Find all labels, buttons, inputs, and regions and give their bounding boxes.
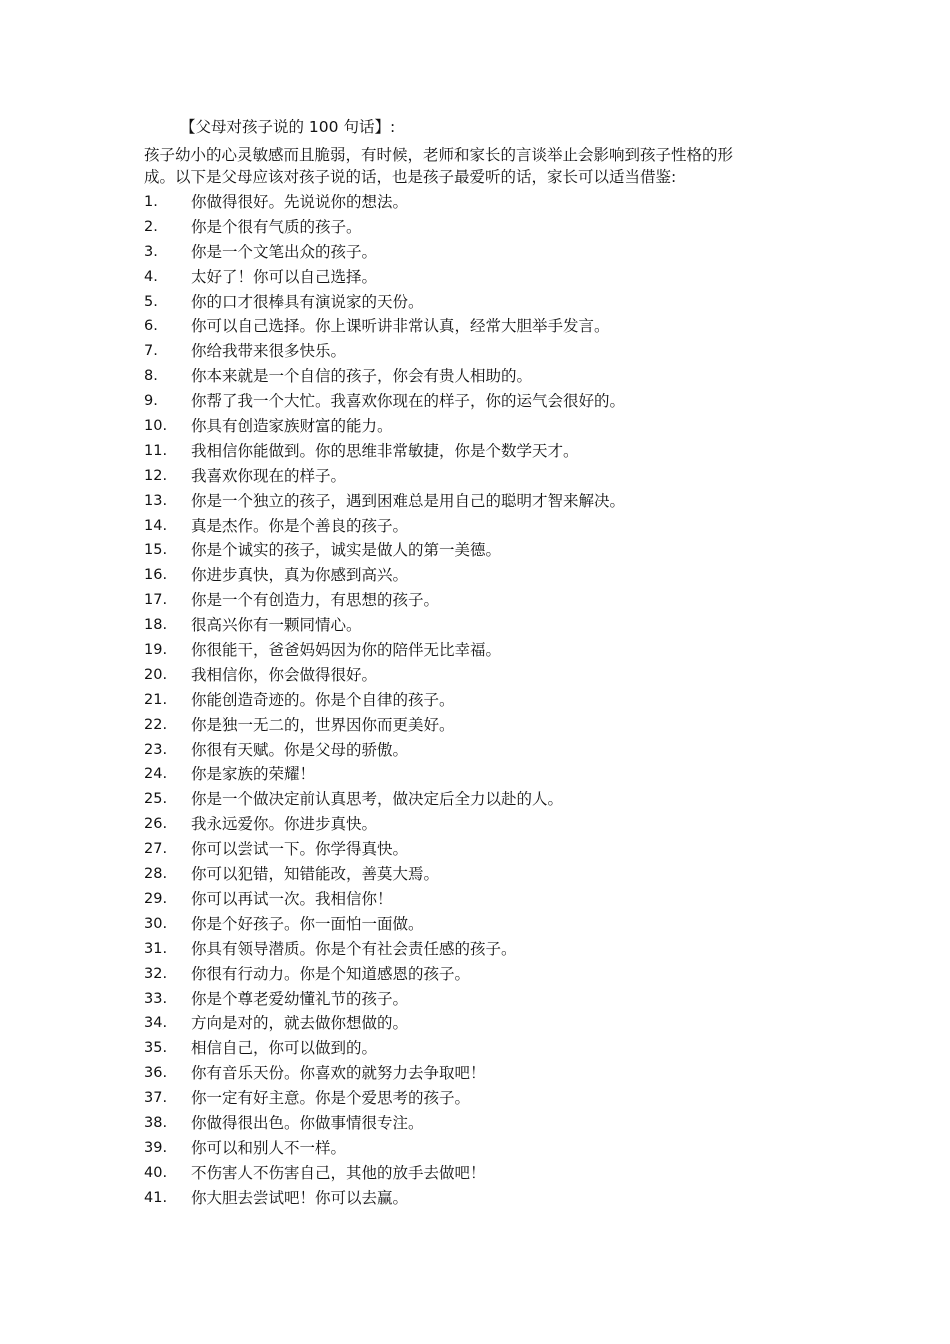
- list-item-number: 25.: [144, 791, 168, 808]
- list-item-text: 你是一个文笔出众的孩子。: [191, 242, 378, 261]
- list-item-text: 我相信你能做到。你的思维非常敏捷，你是个数学天才。: [191, 441, 579, 460]
- list-item: [144, 489, 804, 514]
- intro-line-1: 孩子幼小的心灵敏感而且脆弱，有时候，老师和家长的言谈举止会影响到孩子性格的形: [144, 146, 734, 164]
- list-item: [144, 464, 804, 489]
- list-item-text: 你很有天赋。你是父母的骄傲。: [191, 740, 409, 759]
- list-item: [144, 1136, 804, 1161]
- list-item-number: 20.: [144, 666, 168, 683]
- list-item: [144, 389, 804, 414]
- list-item: [144, 962, 804, 987]
- list-item-number: 36.: [144, 1065, 168, 1082]
- list-item: [144, 887, 804, 912]
- list-item: [144, 215, 804, 240]
- list-item-text: 你做得很出色。你做事情很专注。: [191, 1113, 424, 1132]
- list-item-number: 22.: [144, 716, 168, 733]
- list-item-text: 你是一个有创造力，有思想的孩子。: [191, 591, 440, 610]
- list-item-text: 你是一个做决定前认真思考，做决定后全力以赴的人。: [191, 790, 564, 809]
- list-item-number: 5.: [144, 293, 158, 310]
- list-item-number: 14.: [144, 517, 168, 534]
- list-item-number: 18.: [144, 617, 168, 634]
- list-item-text: 你可以再试一次。我相信你！: [191, 889, 393, 908]
- list-item-text: 你一定有好主意。你是个爱思考的孩子。: [191, 1089, 471, 1108]
- list-item-text: 你是个尊老爱幼懂礼节的孩子。: [191, 989, 409, 1008]
- document-body: [144, 116, 804, 1211]
- list-item: [144, 514, 804, 539]
- list-item-number: 4.: [144, 268, 158, 285]
- list-item-text: 真是杰作。你是个善良的孩子。: [191, 516, 409, 535]
- list-item-number: 33.: [144, 990, 168, 1007]
- list-item-number: 11.: [144, 442, 168, 459]
- list-item-number: 3.: [144, 243, 158, 260]
- list-item: [144, 563, 804, 588]
- list-item: [144, 538, 804, 563]
- list-item-text: 你可以和别人不一样。: [191, 1138, 347, 1157]
- list-item: [144, 364, 804, 389]
- list-item-text: 你帮了我一个大忙。我喜欢你现在的样子，你的运气会很好的。: [191, 392, 626, 411]
- list-item-number: 1.: [144, 194, 158, 210]
- list-item: [144, 1061, 804, 1086]
- list-item: [144, 912, 804, 937]
- list-item: [144, 414, 804, 439]
- list-item: [144, 663, 804, 688]
- list-item-number: 17.: [144, 592, 168, 609]
- list-item-text: 你做得很好。先说说你的想法。: [191, 193, 409, 211]
- list-item: [144, 1161, 804, 1186]
- list-item-number: 35.: [144, 1040, 168, 1057]
- list-item: [144, 812, 804, 837]
- list-item: [144, 1111, 804, 1136]
- list-item-text: 你可以自己选择。你上课听讲非常认真，经常大胆举手发言。: [191, 317, 610, 336]
- list-item-number: 30.: [144, 915, 168, 932]
- list-item-text: 你是个诚实的孩子，诚实是做人的第一美德。: [191, 541, 502, 560]
- list-item-text: 方向是对的，就去做你想做的。: [191, 1014, 409, 1033]
- list-item-number: 40.: [144, 1164, 168, 1181]
- list-item: [144, 837, 804, 862]
- list-item: [144, 713, 804, 738]
- list-item-text: 我永远爱你。你进步真快。: [191, 815, 378, 834]
- list-item-number: 24.: [144, 766, 168, 783]
- list-item-text: 你的口才很棒具有演说家的天份。: [191, 292, 424, 311]
- list-item-number: 28.: [144, 866, 168, 883]
- list-item: [144, 1186, 804, 1211]
- list-item-number: 8.: [144, 368, 158, 385]
- list-item-number: 2.: [144, 218, 158, 235]
- list-item: [144, 439, 804, 464]
- list-item-text: 你给我带来很多快乐。: [191, 342, 347, 361]
- list-item-number: 16.: [144, 567, 168, 584]
- list-item-text: 很高兴你有一颗同情心。: [191, 616, 362, 635]
- list-item-text: 你可以尝试一下。你学得真快。: [191, 840, 409, 859]
- list-item-number: 12.: [144, 467, 168, 484]
- list-item: [144, 1036, 804, 1061]
- list-item-number: 13.: [144, 492, 168, 509]
- list-item-number: 15.: [144, 542, 168, 559]
- list-item-number: 7.: [144, 343, 158, 360]
- list-item-text: 你很有行动力。你是个知道感恩的孩子。: [191, 964, 471, 983]
- list-item: [144, 290, 804, 315]
- list-item-number: 10.: [144, 418, 168, 435]
- list-item-text: 我喜欢你现在的样子。: [191, 466, 347, 485]
- list-item-number: 38.: [144, 1114, 168, 1131]
- list-item: [144, 762, 804, 787]
- list-item-text: 你是个好孩子。你一面怕一面做。: [191, 914, 424, 933]
- list-item-number: 9.: [144, 393, 158, 410]
- list-item-text: 你具有创造家族财富的能力。: [191, 417, 393, 436]
- list-item-text: 你有音乐天份。你喜欢的就努力去争取吧！: [191, 1064, 486, 1083]
- list-item-text: 你具有领导潜质。你是个有社会责任感的孩子。: [191, 939, 517, 958]
- list-item-number: 29.: [144, 890, 168, 907]
- list-item: [144, 190, 804, 215]
- list-item-text: 你是独一无二的，世界因你而更美好。: [191, 715, 455, 734]
- list-item-number: 34.: [144, 1015, 168, 1032]
- list-item-text: 你是个很有气质的孩子。: [191, 217, 362, 236]
- numbered-list: [144, 190, 804, 1211]
- list-item-number: 37.: [144, 1090, 168, 1107]
- list-item-text: 你很能干，爸爸妈妈因为你的陪伴无比幸福。: [191, 641, 502, 660]
- document-title: 【父母对孩子说的 100 句话】:: [180, 118, 396, 136]
- list-item: [144, 339, 804, 364]
- list-item: [144, 787, 804, 812]
- list-item: [144, 265, 804, 290]
- list-item-text: 相信自己，你可以做到的。: [191, 1039, 378, 1058]
- list-item: [144, 862, 804, 887]
- list-item-text: 你能创造奇迹的。你是个自律的孩子。: [191, 690, 455, 709]
- list-item-text: 你是一个独立的孩子，遇到困难总是用自己的聪明才智来解决。: [191, 491, 626, 510]
- list-item-number: 6.: [144, 318, 158, 335]
- list-item: [144, 1011, 804, 1036]
- list-item: [144, 688, 804, 713]
- list-item-number: 26.: [144, 816, 168, 833]
- list-item: [144, 638, 804, 663]
- list-item-text: 我相信你，你会做得很好。: [191, 665, 378, 684]
- list-item-number: 31.: [144, 940, 168, 957]
- list-item-number: 23.: [144, 741, 168, 758]
- list-item: [144, 314, 804, 339]
- list-item: [144, 738, 804, 763]
- list-item-number: 19.: [144, 642, 168, 659]
- list-item: [144, 987, 804, 1012]
- list-item-text: 你大胆去尝试吧！你可以去赢。: [191, 1188, 409, 1207]
- list-item: [144, 937, 804, 962]
- list-item-text: 你是家族的荣耀！: [191, 765, 316, 784]
- list-item-text: 你本来就是一个自信的孩子，你会有贵人相助的。: [191, 367, 533, 386]
- list-item: [144, 240, 804, 265]
- list-item-number: 27.: [144, 841, 168, 858]
- list-item-text: 太好了！你可以自己选择。: [191, 267, 378, 286]
- list-item: [144, 588, 804, 613]
- list-item-text: 不伤害人不伤害自己，其他的放手去做吧！: [191, 1163, 486, 1182]
- list-item: [144, 613, 804, 638]
- list-item-text: 你可以犯错，知错能改，善莫大焉。: [191, 865, 440, 884]
- list-item: [144, 1086, 804, 1111]
- list-item-number: 32.: [144, 965, 168, 982]
- list-item-number: 21.: [144, 691, 168, 708]
- intro-line-2: 成。以下是父母应该对孩子说的话，也是孩子最爱听的话，家长可以适当借鉴:: [144, 168, 677, 186]
- list-item-number: 41.: [144, 1189, 168, 1206]
- list-item-number: 39.: [144, 1139, 168, 1156]
- list-item-text: 你进步真快，真为你感到高兴。: [191, 566, 409, 585]
